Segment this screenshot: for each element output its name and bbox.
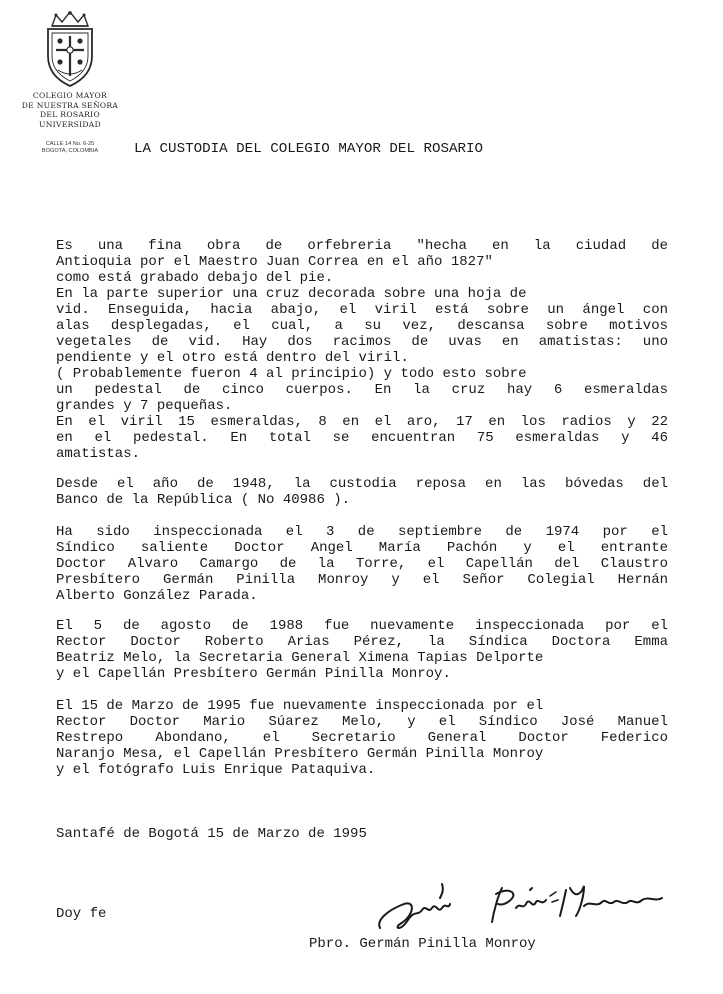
text-line: Rector Doctor Mario Súarez Melo, y el Síndico José Manuel	[56, 714, 668, 730]
institution-name	[0, 91, 140, 129]
text-line: como está grabado debajo del pie.	[56, 270, 334, 286]
text-line: ( Probablemente fueron 4 al principio) y todo esto sobre	[56, 366, 527, 382]
text-line: pendiente y el otro está dentro del viril.	[56, 350, 409, 366]
address-line: BOGOTA, COLOMBIA	[41, 148, 99, 155]
text-line: El 5 de agosto de 1988 fue nuevamente inspeccionada por el	[56, 618, 668, 634]
institution-line: COLEGIO MAYOR	[32, 91, 108, 100]
text-line: vid. Enseguida, hacia abajo, el viril está sobre un ángel con	[56, 302, 668, 318]
text-line: grandes y 7 pequeñas.	[56, 398, 233, 414]
text-line: Rector Doctor Roberto Arias Pérez, la Síndica Doctora Emma	[56, 634, 668, 650]
date-line: Santafé de Bogotá 15 de Marzo de 1995	[56, 826, 367, 842]
text-line: Es una fina obra de orfebreria "hecha en la ciudad de	[56, 238, 668, 254]
text-line: Beatriz Melo, la Secretaria General Ximena Tapias Delporte	[56, 650, 544, 666]
paragraph-location	[56, 476, 668, 508]
document-title: LA CUSTODIA DEL COLEGIO MAYOR DEL ROSARIO	[134, 141, 484, 157]
college-crest-icon	[38, 10, 102, 90]
text-line: alas desplegadas, el cual, a su vez, descansa sobre motivos	[56, 318, 668, 334]
text-line: El 15 de Marzo de 1995 fue nuevamente inspeccionada por el	[56, 698, 544, 714]
text-line: y el Capellán Presbítero Germán Pinilla Monroy.	[56, 666, 451, 682]
text-line: Naranjo Mesa, el Capellán Presbítero Germán Pinilla Monroy	[56, 746, 544, 762]
paragraph-inspection-1988	[56, 618, 668, 682]
text-line: un pedestal de cinco cuerpos. En la cruz hay 6 esmeraldas	[56, 382, 668, 398]
text-line: vegetales de vid. Hay dos racimos de uvas en amatistas: uno	[56, 334, 668, 350]
text-line: En el viril 15 esmeraldas, 8 en el aro, 17 en los radios y 22	[56, 414, 668, 430]
text-line: Alberto González Parada.	[56, 588, 258, 604]
signatory-name: Pbro. Germán Pinilla Monroy	[309, 936, 536, 952]
text-line: En la parte superior una cruz decorada sobre una hoja de	[56, 286, 527, 302]
text-line: Presbítero Germán Pinilla Monroy y el Señor Colegial Hernán	[56, 572, 668, 588]
text-line: Banco de la República ( No 40986 ).	[56, 492, 351, 508]
text-line: Antioquia por el Maestro Juan Correa en el año 1827"	[56, 254, 493, 270]
text-line: y el fotógrafo Luis Enrique Pataquiva.	[56, 762, 376, 778]
institution-line: DE NUESTRA SEÑORA	[21, 100, 119, 110]
paragraph-description	[56, 238, 668, 462]
address-line: CALLE 14 No. 6-25	[45, 141, 95, 147]
text-line: amatistas.	[56, 446, 141, 462]
text-line: Ha sido inspeccionada el 3 de septiembre de 1974 por el	[56, 524, 668, 540]
handwritten-signature	[370, 880, 670, 942]
institution-line: UNIVERSIDAD	[39, 119, 101, 129]
closing-text: Doy fe	[56, 906, 107, 922]
paragraph-inspection-1995	[56, 698, 668, 778]
text-line: Síndico saliente Doctor Angel María Pachón y el entrante	[56, 540, 668, 556]
text-line: Doctor Alvaro Camargo de la Torre, el Capellán del Claustro	[56, 556, 668, 572]
text-line: Desde el año de 1948, la custodia reposa en las bóvedas del	[56, 476, 668, 492]
text-line: Restrepo Abondano, el Secretario General Doctor Federico	[56, 730, 668, 746]
paragraph-inspection-1974	[56, 524, 668, 604]
institution-line: DEL ROSARIO	[40, 110, 100, 120]
text-line: en el pedestal. En total se encuentran 75 esmeraldas y 46	[56, 430, 668, 446]
institution-address	[0, 141, 140, 155]
